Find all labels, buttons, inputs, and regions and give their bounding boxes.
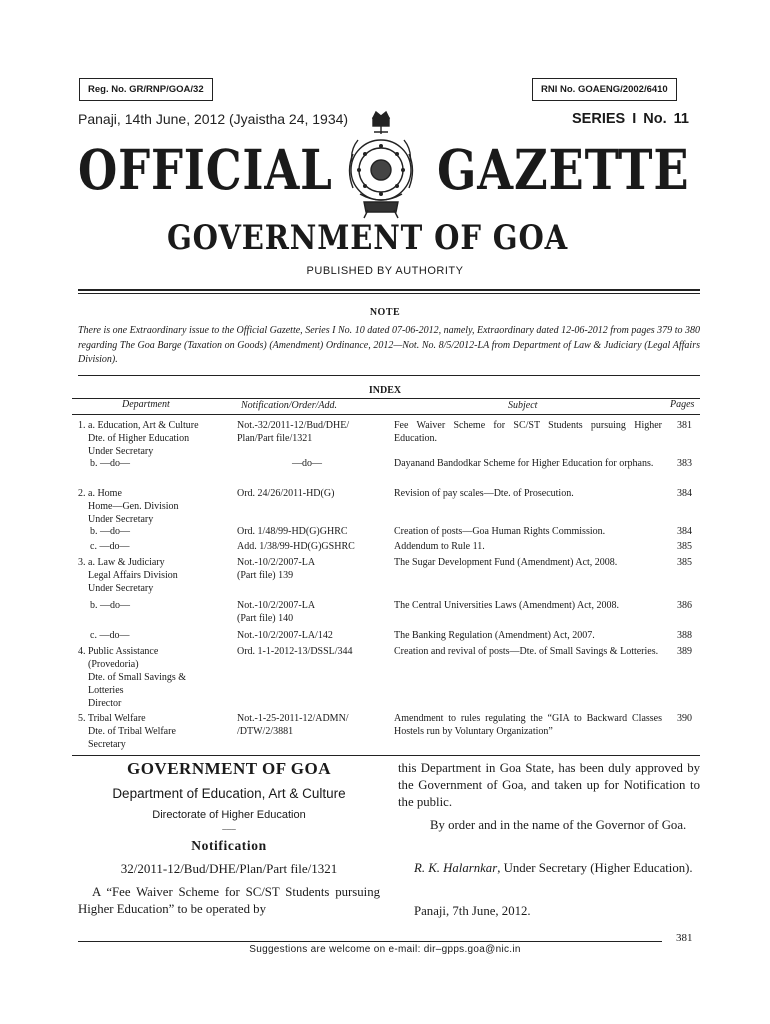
index-row-notification: —do—: [292, 458, 322, 469]
registration-number-box: [79, 78, 213, 101]
index-row-department: b. —do—: [90, 526, 130, 537]
index-row-subject: Fee Waiver Scheme for SC/ST Students pursuing Higher Education.: [394, 420, 662, 444]
body-paragraph-2: this Department in Goa State, has been duly approved by the Government of Goa, and taken up for Notification to the public.: [398, 761, 700, 809]
body-directorate: Directorate of Higher Education: [152, 809, 306, 821]
index-department-line: Secretary: [88, 739, 126, 750]
note-rule: [78, 375, 700, 376]
index-department-line: 1. a. Education, Art & Culture: [78, 420, 199, 431]
index-row-notification: Add. 1/38/99-HD(G)GSHRC: [237, 541, 355, 552]
place-and-date: Panaji, 7th June, 2012.: [414, 904, 531, 918]
index-row-notification: Not.-10/2/2007-LA (Part file) 139: [237, 557, 316, 581]
registration-number: Reg. No. GR/RNP/GOA/32: [88, 84, 204, 95]
index-row-subject: Creation and revival of posts—Dte. of Small Savings & Lotteries.: [394, 646, 659, 657]
index-row-department: b. —do—: [90, 458, 130, 469]
index-row-page: 389: [677, 646, 692, 657]
notification-number: 32/2011-12/Bud/DHE/Plan/Part file/1321: [120, 861, 338, 876]
rni-number: RNI No. GOAENG/2002/6410: [541, 84, 668, 95]
masthead-government-of-goa: GOVERNMENT OF GOA: [167, 218, 569, 258]
index-department-line: 4. Public Assistance: [78, 646, 159, 657]
index-department-line: (Provedoria): [88, 659, 139, 670]
body-department: Department of Education, Art & Culture: [112, 786, 346, 801]
index-row-notification: Ord. 1-1-2012-13/DSSL/344: [237, 646, 353, 657]
issue-date-line: Panaji, 14th June, 2012 (Jyaistha 24, 1934): [78, 111, 349, 127]
index-row-department: b. —do—: [90, 600, 130, 611]
index-row-page: 385: [677, 541, 692, 552]
index-department-line: 3. a. Law & Judiciary: [78, 557, 165, 568]
index-rule-bottom: [72, 755, 700, 756]
index-row-subject: Revision of pay scales—Dte. of Prosecution.: [394, 488, 574, 499]
index-header-subject: Subject: [508, 400, 538, 411]
index-row-page: 381: [677, 420, 692, 431]
index-header-notification: Notification/Order/Add.: [241, 400, 338, 411]
index-department-line: Dte. of Small Savings &: [88, 672, 187, 683]
index-row-page: 384: [677, 488, 692, 499]
index-row-department: [78, 487, 238, 526]
index-row-notification: Not.-10/2/2007-LA (Part file) 140: [237, 600, 316, 624]
footer-suggestions: Suggestions are welcome on e-mail: dir–gpps.goa@nic.in: [249, 944, 521, 955]
index-row-department: [78, 556, 238, 595]
index-department-line: Legal Affairs Division: [88, 570, 178, 581]
index-row-notification: Not.-10/2/2007-LA/142: [237, 630, 333, 641]
index-department-line: Under Secretary: [88, 514, 154, 525]
index-row-department: c. —do—: [90, 630, 130, 641]
masthead-rule-thin: [78, 293, 700, 294]
rni-number-box: [532, 78, 677, 101]
index-header-department: Department: [122, 399, 170, 410]
index-row-page: 385: [677, 557, 692, 568]
index-heading: INDEX: [368, 385, 402, 396]
masthead-official: OFFICIAL: [78, 137, 333, 202]
body-separator: –––: [222, 824, 236, 834]
index-department-line: Under Secretary: [88, 446, 154, 457]
note-text: There is one Extraordinary issue to the Official Gazette, Series I No. 10 dated 07-06-2012, namely, Extraordinary dated 12-06-2012 from pages 379 to 380 regarding The Goa Barge (Taxation on Goods) (Amendment) Ordinance, 2012—Not. No. 8/5/2012-LA from Department of Law & Judiciary (Legal Affairs Division).: [78, 325, 700, 365]
index-row-subject: Amendment to rules regulating the “GIA to Backward Classes Hostels run by Voluntary Organization”: [394, 713, 662, 737]
index-row-subject: The Central Universities Laws (Amendment) Act, 2008.: [394, 600, 619, 611]
signatory: [398, 860, 700, 877]
index-department-line: 2. a. Home: [78, 488, 122, 499]
notification-title: Notification: [191, 838, 267, 853]
index-row-subject: Addendum to Rule 11.: [394, 541, 485, 552]
index-row-subject: The Banking Regulation (Amendment) Act, 2007.: [394, 630, 595, 641]
index-row-notification: Ord. 1/48/99-HD(G)GHRC: [237, 526, 348, 537]
index-row-page: 384: [677, 526, 692, 537]
body-paragraph-1: A “Fee Waiver Scheme for SC/ST Students pursuing Higher Education” to be operated by: [78, 885, 380, 916]
index-header-pages: Pages: [670, 399, 695, 410]
index-row-page: 383: [677, 458, 692, 469]
masthead-rule-thick: [78, 289, 700, 291]
index-row-page: 390: [677, 713, 692, 724]
body-paragraph-3: By order and in the name of the Governor of Goa.: [430, 818, 687, 832]
page-number: 381: [676, 932, 693, 944]
index-row-department: [78, 712, 238, 751]
index-row-department: [78, 645, 238, 710]
index-department-line: 5. Tribal Welfare: [78, 713, 146, 724]
index-row-notification: Not.-1-25-2011-12/ADMN/ /DTW/2/3881: [237, 713, 349, 737]
index-rule-header: [72, 414, 700, 415]
published-by-authority: PUBLISHED BY AUTHORITY: [306, 265, 464, 277]
series-number: SERIES I No. 11: [572, 111, 689, 127]
masthead-gazette: GAZETTE: [437, 137, 690, 202]
index-department-line: Home—Gen. Division: [88, 501, 179, 512]
index-row-page: 386: [677, 600, 692, 611]
signatory-name: R. K. Halarnkar: [414, 861, 498, 875]
index-department-line: Director: [88, 698, 122, 709]
index-row-notification: Not.-32/2011-12/Bud/DHE/ Plan/Part file/1321: [237, 420, 350, 444]
note-heading: NOTE: [369, 307, 401, 318]
index-row-subject: The Sugar Development Fund (Amendment) Act, 2008.: [394, 557, 618, 568]
index-department-line: Dte. of Higher Education: [88, 433, 190, 444]
goa-state-emblem-icon: [340, 110, 422, 220]
index-department-line: Dte. of Tribal Welfare: [88, 726, 176, 737]
body-government-heading: GOVERNMENT OF GOA: [126, 759, 331, 778]
index-row-subject: Dayanand Bandodkar Scheme for Higher Education for orphans.: [394, 458, 654, 469]
index-row-department: [78, 419, 238, 458]
index-row-department: c. —do—: [90, 541, 130, 552]
index-row-notification: Ord. 24/26/2011-HD(G): [237, 488, 335, 499]
index-department-line: Under Secretary: [88, 583, 154, 594]
index-row-page: 388: [677, 630, 692, 641]
signatory-title: , Under Secretary (Higher Education).: [497, 861, 693, 875]
index-department-line: Lotteries: [88, 685, 124, 696]
footer-rule: [78, 941, 662, 942]
index-row-subject: Creation of posts—Goa Human Rights Commission.: [394, 526, 606, 537]
